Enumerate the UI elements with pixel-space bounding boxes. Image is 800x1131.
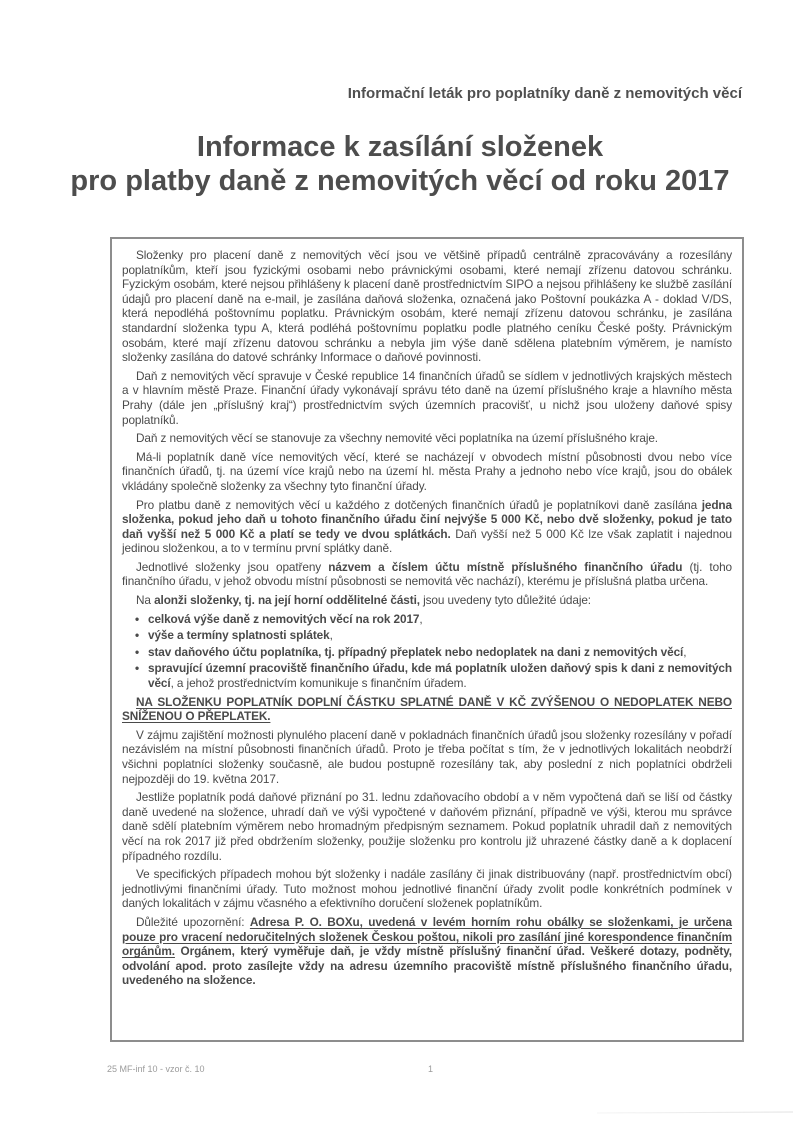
bullet-icon: • (135, 644, 140, 659)
text-run: Důležité upozornění: (136, 914, 250, 929)
body-paragraph (122, 560, 732, 589)
text-run: Daň z nemovitých věcí se stanovuje za všechny nemovité věci poplatníka na území příslušného kraje. (136, 431, 658, 446)
bullet-list (122, 612, 732, 691)
text-run: Daň z nemovitých věcí spravuje v České republice 14 finančních úřadů se sídlem v jednotlivých krajských městech a v hlavním městě Praze. Finanční úřady vykonávají správu této daně na území příslušného kraje a hlavního města Prahy (dále jen „příslušný kraj“) prostřednictvím svých územních pracovišť, u nichž jsou uloženy daňové spisy poplatníků. (122, 368, 732, 427)
text-run: V zájmu zajištění možnosti plynulého placení daně v pokladnách finančních úřadů jsou složenky rozesílány v pořadí nezávislém na místní působnosti finančních úřadů. Proto je třeba počítat s tím, že v jednotlivých lokalitách neobdrží všichni poplatníci složenky současně, ale budou postupně rozesílány tak, aby poslední z nich poplatníci obdrželi nejpozději do 19. května 2017. (122, 727, 732, 786)
text-run: Daň vyšší než 5 000 Kč lze však zaplatit i najednou jedinou složenkou, a to v termínu první splátky daně. (122, 526, 733, 556)
body-paragraph (122, 867, 732, 911)
text-run: stav daňového účtu poplatníka, tj. případný přeplatek nebo nedoplatek na dani z nemovitých věcí (148, 644, 684, 659)
body-paragraph (122, 695, 732, 724)
text-run: Ve specifických případech mohou být složenky i nadále zasílány či jinak distribuovány (např. prostřednictvím obcí) jednotlivými finančními úřady. Tuto možnost mohou jednotlivé finanční úřady zvolit podle konkrétních podmínek v daných lokalitách v zájmu včasného a efektivního doručení složenek poplatníkům. (122, 867, 732, 911)
text-run: , a jehož prostřednictvím komunikuje s finančním úřadem. (170, 676, 467, 691)
page-title-line-2: pro platby daně z nemovitých věcí od roku 2017 (70, 165, 730, 198)
page-title (0, 130, 800, 198)
text-run: alonži složenky, tj. na její horní oddělitelné části, (154, 593, 420, 608)
text-run: jedna složenka, pokud jeho daň u tohoto finančního úřadu činí nejvýše 5 000 Kč, nebo dvě složenky, pokud je tato daň vyšší než 5 000 Kč a platí se tedy ve dvou splátkách. (122, 497, 732, 541)
body-paragraph (122, 790, 732, 863)
bullet-item (135, 644, 732, 660)
body-paragraph (122, 369, 732, 427)
text-run: Orgánem, který vyměřuje daň, je vždy místně příslušný finanční úřad. Veškeré dotazy, podněty, odvolání apod. proto zasílejte vždy na adresu územního pracoviště místně příslušného finančního úřadu, uvedeného na složence. (122, 944, 732, 988)
body-paragraph (122, 915, 732, 988)
scan-artifact-line (597, 1111, 793, 1113)
body-paragraph (122, 248, 732, 365)
text-run: spravující územní pracoviště finančního úřadu, kde má poplatník uložen daňový spis k dani z nemovitých věcí (148, 661, 732, 691)
content-box (110, 237, 744, 1042)
bullet-item (135, 611, 732, 627)
text-run: , (683, 644, 687, 659)
text-run: , (329, 628, 333, 643)
text-run: Adresa P. O. BOXu, uvedená v levém horním rohu obálky se složenkami, je určena pouze pro vracení nedoručitelných složenek Českou poštou, nikoli pro zasílání jiné korespondence finančním orgánům. (122, 914, 732, 959)
body-paragraph (122, 450, 732, 494)
text-run: Jestliže poplatník podá daňové přiznání po 31. lednu zdaňovacího období a v něm vypočtená daň se liší od částky daně uvedené na složence, uhradí daň ve výši vypočtené v daňovém přiznání, případně ve výši, kterou mu správce daně sdělí platebním výměrem nebo hromadným předpisným seznamem. Pokud poplatník uhradil daň z nemovitých věcí na rok 2017 již před obdržením složenky, použije složenku pro kontrolu již uhrazené částky daně a k doplacení případného rozdílu. (122, 790, 732, 863)
text-run: názvem a číslem účtu místně příslušného finančního úřadu (328, 559, 683, 574)
footer-page-number: 1 (428, 1064, 434, 1074)
text-run: Složenky pro placení daně z nemovitých věcí jsou ve většině případů centrálně zpracovávány a rozesílány poplatníkům, kteří jsou fyzickými osobami nebo právnickými osobami, které nemají zřízenu datovou schránku. Fyzickým osobám, které nejsou přihlášeny k placení daně prostřednictvím SIPO a nejsou přihlášeny ke službě zasílání údajů pro placení daně na e-mail, je zasílána daňová složenka, označená jako Poštovní poukázka A - doklad V/DS, která nepodléhá poštovnímu poplatku. Právnickým osobám, které nemají zřízenu datovou schránku, je zasílána standardní složenka typu A, která podléhá poštovnímu poplatku podle platného ceníku České pošty. Právnickým osobám, které mají zřízenu datovou schránku a nebyla jim výše daně sdělena platebním výměrem, je namísto složenky zasílána do datové schránky Informace o daňové povinnosti. (122, 248, 732, 365)
bullet-icon: • (135, 628, 140, 643)
bullet-item (135, 628, 732, 643)
text-run: , (419, 611, 423, 626)
text-run: jsou uvedeny tyto důležité údaje: (419, 593, 591, 608)
body-paragraph (122, 728, 732, 786)
page-title-line-1: Informace k zasílání složenek (196, 131, 604, 163)
text-run: celková výše daně z nemovitých věcí na rok 2017 (148, 611, 420, 626)
text-run: výše a termíny splatnosti splátek (148, 628, 330, 643)
header-label: Informační leták pro poplatníky daně z nemovitých věcí (347, 85, 742, 102)
footer-form-code: 25 MF-inf 10 - vzor č. 10 (107, 1064, 205, 1074)
body-paragraph (122, 498, 732, 556)
text-run: Jednotlivé složenky jsou opatřeny (136, 559, 329, 574)
text-run: (tj. toho finančního úřadu, v jehož obvodu místní působnosti se nemovitá věc nachází), kterému je příslušná platba určena. (122, 559, 732, 589)
text-run: Na (136, 593, 155, 608)
text-run: Pro platbu daně z nemovitých věcí u každého z dotčených finančních úřadů je poplatníkovi daně zasílána (136, 497, 702, 512)
body-paragraph (122, 431, 732, 446)
bullet-icon: • (135, 661, 140, 676)
text-run: Má-li poplatník daně více nemovitých věcí, které se nacházejí v obvodech místní působnosti dvou nebo více finančních úřadů, tj. na území více krajů nebo na území hl. města Prahy a jednoho nebo více krajů, jsou do obálek vkládány společně složenky za všechny tyto finanční úřady. (122, 449, 732, 493)
text-run: NA SLOŽENKU POPLATNÍK DOPLNÍ ČÁSTKU SPLATNÉ DANĚ V KČ ZVÝŠENOU O NEDOPLATEK NEBO SNÍŽENOU O PŘEPLATEK. (122, 694, 732, 724)
body-paragraph (122, 593, 732, 608)
bullet-icon: • (135, 611, 140, 626)
bullet-item (135, 661, 732, 691)
